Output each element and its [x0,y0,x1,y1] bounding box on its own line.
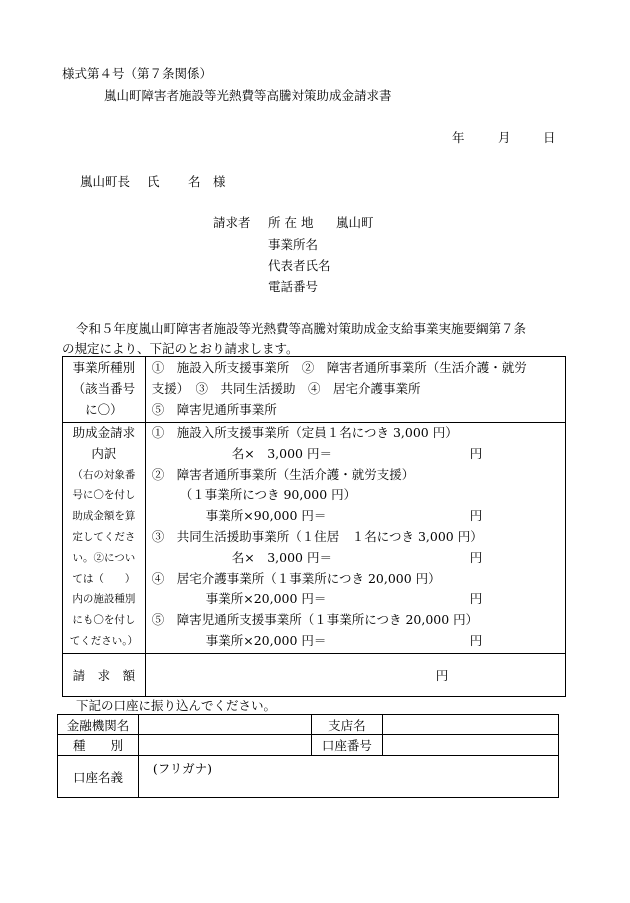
yen-unit: 円 [469,591,483,607]
breakdown-content-cell[interactable] [145,423,565,654]
facility-type-label: （該当番号 [72,380,136,396]
date-month-label: 月 [498,130,511,145]
representative-label: 代表者氏名 [268,258,331,273]
applicant-label: 請求者 [213,215,251,230]
document-title: 嵐山町障害者施設等光熱費等高騰対策助成金請求書 [104,88,392,103]
breakdown-item-2-calc[interactable]: 事業所×90,000 円＝ 円 [152,506,565,527]
breakdown-note-line: 内の施設種別 [72,593,136,606]
bank-name-label: 金融機関名 [58,715,139,735]
facility-type-option-line: 支援） ③ 共同生活援助 ④ 居宅介護事業所 [151,380,421,396]
yen-unit: 円 [435,668,449,683]
facility-type-row [63,357,566,423]
account-type-label: 種 別 [58,735,139,756]
bank-name-field[interactable] [138,715,311,735]
breakdown-item-2-title: ② 障害者通所事業所（生活介護・就労支援） [151,466,415,482]
breakdown-item-3-title: ③ 共同生活援助事業所（１住居 １名につき 3,000 円） [151,528,483,544]
account-number-label: 口座番号 [311,735,383,756]
breakdown-item-4-title: ④ 居宅介護事業所（１事業所につき 20,000 円） [151,570,441,586]
yen-unit: 円 [469,549,483,565]
breakdown-item-1-title: ① 施設入所支援事業所（定員１名につき 3,000 円） [151,425,458,440]
furigana-label: (フリガナ) [152,761,213,776]
branch-field[interactable] [383,715,559,735]
claim-amount-row [63,654,566,697]
breakdown-note-line: 号に〇を付し [72,489,136,502]
claim-amount-label: 請 求 額 [63,654,146,697]
facility-type-label: に〇） [85,401,123,417]
claim-table [62,356,566,697]
body-text-line1: 令和５年度嵐山町障害者施設等光熱費等高騰対策助成金支給事業実施要綱第７条 [76,321,527,336]
date-year-label: 年 [452,130,465,145]
breakdown-label: 内訳 [91,445,117,461]
breakdown-note-line: 定してくださ [72,530,136,543]
facility-type-option-line: ⑤ 障害児通所事業所 [151,401,277,417]
breakdown-item-1-calc[interactable]: 名× 3,000 円＝ 円 [152,444,565,465]
branch-label: 支店名 [311,715,383,735]
breakdown-label-cell [63,423,146,654]
addressee-sama: 様 [213,174,226,189]
breakdown-item-3-calc[interactable]: 名× 3,000 円＝ 円 [152,548,565,569]
yen-unit: 円 [469,632,483,648]
claim-amount-field[interactable] [145,654,565,697]
addressee-shi: 氏 [147,174,160,189]
breakdown-item-2-rate: （１事業所につき 90,000 円） [179,487,357,503]
address-value: 嵐山町 [336,215,374,230]
breakdown-note-line: ては（ ） [72,572,136,585]
breakdown-item-4-calc[interactable]: 事業所×20,000 円＝ 円 [152,589,565,610]
account-holder-field[interactable] [138,756,558,798]
yen-unit: 円 [469,508,483,524]
breakdown-note-line: い。②につい [72,551,136,564]
body-text-line2: の規定により、下記のとおり請求します。 [62,341,299,356]
breakdown-item-5-calc[interactable]: 事業所×20,000 円＝ 円 [152,631,565,652]
account-holder-label: 口座名義 [58,756,139,798]
office-name-label: 事業所名 [268,237,319,252]
breakdown-note-line: （右の対象番 [72,468,136,481]
breakdown-note-line: 助成金額を算 [72,510,136,523]
bank-instruction: 下記の口座に振り込んでください。 [76,698,277,713]
phone-label: 電話番号 [268,279,319,294]
breakdown-note-line: にも〇を付し [72,614,136,627]
account-type-field[interactable] [138,735,311,756]
facility-type-label-cell [63,357,146,423]
breakdown-row [63,423,566,654]
facility-type-option-line: ① 施設入所支援事業所 ② 障害者通所事業所（生活介護・就労 [151,360,527,375]
yen-unit: 円 [469,445,483,461]
breakdown-note-line: てください。） [69,634,138,647]
addressee-mayor: 嵐山町長 [80,174,131,189]
bank-table [57,714,559,798]
form-number: 様式第４号（第７条関係） [62,66,213,81]
facility-type-options-cell[interactable] [145,357,565,423]
breakdown-item-5-title: ⑤ 障害児通所支援事業所（１事業所につき 20,000 円） [151,612,479,628]
breakdown-label: 助成金請求 [72,425,136,440]
facility-type-label: 事業所種別 [72,360,136,375]
account-number-field[interactable] [383,735,559,756]
date-day-label: 日 [543,130,556,145]
address-label: 所 在 地 [268,215,314,230]
addressee-mei: 名 [188,174,201,189]
